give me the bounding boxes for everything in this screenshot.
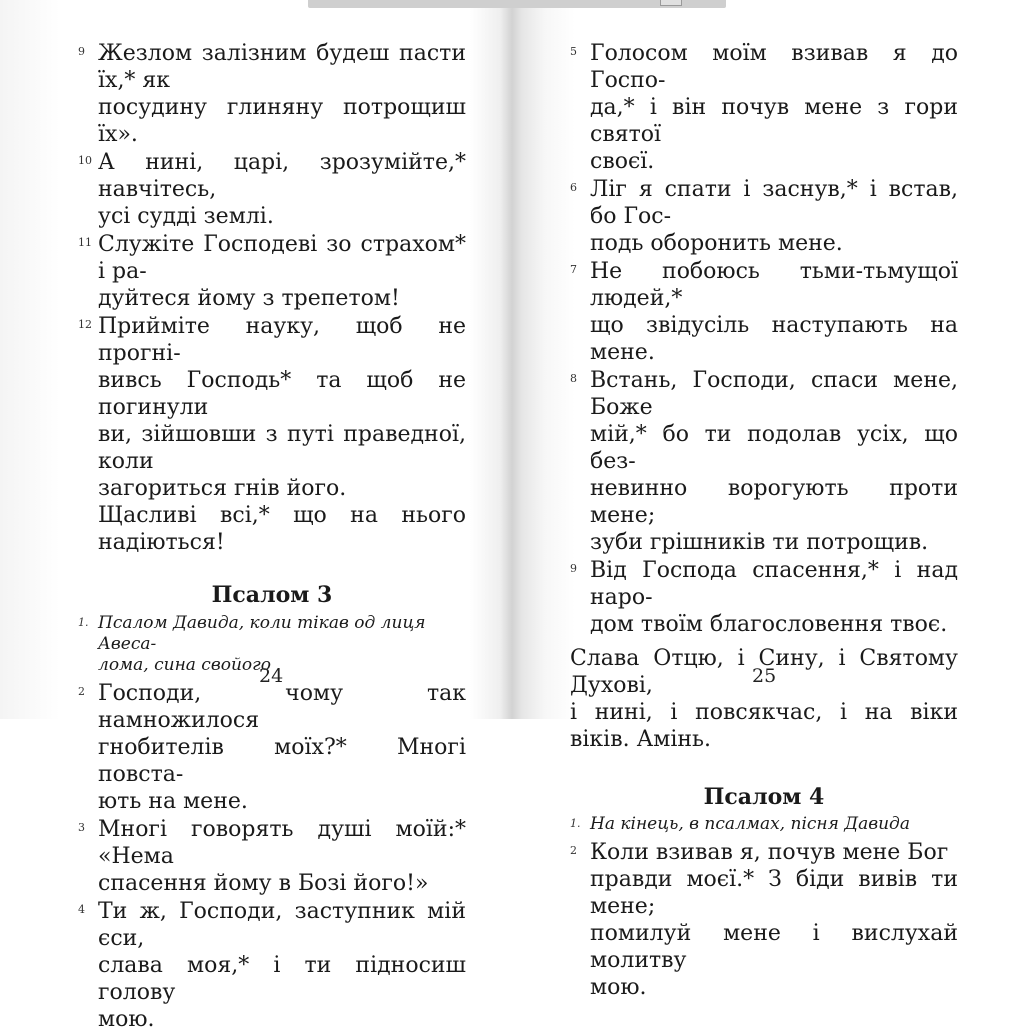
- verse: [78, 898, 466, 1033]
- verse-group-top: [570, 40, 958, 638]
- verse-line: дом твоїм благословення твоє.: [590, 612, 948, 637]
- verse: [570, 40, 958, 175]
- doxology: [570, 645, 958, 753]
- verse-number: 10: [78, 154, 92, 167]
- right-page: [570, 40, 958, 1002]
- note-line: На кінець, в псалмах, пісня Давида: [590, 814, 910, 834]
- verse-line: Служіте Господеві зо страхом* і ра-: [98, 232, 466, 284]
- verse: [78, 816, 466, 897]
- verse-line: вивсь Господь* та щоб не погинули: [98, 368, 466, 420]
- verse: [78, 149, 466, 230]
- verse-line: да,* і він почув мене з гори святої: [590, 95, 958, 147]
- bookmark-tab-icon: [660, 0, 682, 6]
- verse-line: усі судді землі.: [98, 204, 274, 229]
- verse-line: ви, зійшовши з путі праведної, коли: [98, 422, 466, 474]
- page-number-right: 25: [752, 665, 777, 687]
- verse-line: Голосом моїм взивав я до Госпо-: [590, 41, 958, 93]
- verse-line: своєї.: [590, 149, 655, 174]
- verse-line: дуйтеся йому з трепетом!: [98, 286, 400, 311]
- verse-group-bottom: [570, 839, 958, 1001]
- verse-number: 12: [78, 318, 92, 331]
- verse-line: Коли взивав я, почув мене Бог: [590, 840, 949, 865]
- verse-line: Жезлом залізним будеш пасти їх,* як: [98, 41, 466, 93]
- note-line: лома, сина свойого: [98, 655, 271, 675]
- note-line: Псалом Давида, коли тікав од лиця Авеса-: [98, 613, 426, 654]
- verse-number: 9: [570, 562, 577, 575]
- verse-group-top: [78, 40, 466, 556]
- verse-line: спасення йому в Бозі його!»: [98, 871, 429, 896]
- verse-line: правди моєї.* З біди вивів ти мене;: [590, 867, 958, 919]
- page-number-left: 24: [259, 665, 284, 687]
- verse: [78, 313, 466, 556]
- verse: [570, 367, 958, 556]
- verse-line: подь оборонить мене.: [590, 231, 843, 256]
- verse-line: зуби грішників ти потрощив.: [590, 530, 929, 555]
- verse-number: 6: [570, 181, 577, 194]
- verse: [570, 258, 958, 366]
- verse-line: Ти ж, Господи, заступник мій єси,: [98, 899, 466, 951]
- verse: [570, 557, 958, 638]
- verse-line: слава моя,* і ти підносиш голову: [98, 953, 466, 1005]
- verse-number: 2: [78, 685, 85, 698]
- note-number: 1.: [78, 616, 89, 629]
- verse-line: гнобителів моїх?* Многі повста-: [98, 735, 466, 787]
- verse-line: невинно ворогують проти мене;: [590, 476, 958, 528]
- verse-number: 4: [78, 903, 85, 916]
- scanner-edge: [308, 0, 726, 8]
- verse-number: 9: [78, 45, 85, 58]
- psalm-title: Псалом 4: [703, 784, 825, 810]
- verse-number: 3: [78, 821, 85, 834]
- verse: [570, 839, 958, 1001]
- psalm-title: Псалом 3: [211, 582, 333, 608]
- verse-line: що звідусіль наступають на мене.: [590, 313, 958, 365]
- verse-line: Не побоюсь тьми-тьмущої людей,*: [590, 259, 958, 311]
- verse: [570, 176, 958, 257]
- doxology-line: Слава Отцю, і Сину, і Святому Духові,: [570, 646, 958, 698]
- verse-line: А нині, царі, зрозумійте,* навчітесь,: [98, 150, 466, 202]
- left-page: [78, 40, 466, 1034]
- verse-number: 11: [78, 236, 92, 249]
- verse-number: 5: [570, 45, 577, 58]
- verse: [78, 40, 466, 148]
- psalm-superscription: [570, 814, 958, 835]
- verse-line: Многі говорять душі моїй:* «Нема: [98, 817, 466, 869]
- verse-line: Встань, Господи, спаси мене, Боже: [590, 368, 958, 420]
- verse-line: помилуй мене і вислухай молитву: [590, 921, 958, 973]
- verse-number: 7: [570, 263, 577, 276]
- verse-line: мою.: [590, 975, 647, 1000]
- note-number: 1.: [570, 817, 581, 830]
- verse-line: мій,* бо ти подолав усіх, що без-: [590, 422, 958, 474]
- verse-line: Ліг я спати і заснув,* і встав, бо Гос-: [590, 177, 958, 229]
- verse-group-bottom: [78, 680, 466, 1033]
- verse: [78, 231, 466, 312]
- verse-line: Господи, чому так намножилося: [98, 681, 466, 733]
- verse-number: 2: [570, 844, 577, 857]
- verse: [78, 680, 466, 815]
- verse-line: Щасливі всі,* що на нього надіються!: [98, 503, 466, 555]
- verse-line: ють на мене.: [98, 789, 248, 814]
- verse-line: посудину глиняну потрощиш їх».: [98, 95, 466, 147]
- verse-line: Від Господа спасення,* і над наро-: [590, 558, 958, 610]
- verse-line: Прийміте науку, щоб не прогні-: [98, 314, 466, 366]
- verse-number: 8: [570, 372, 577, 385]
- verse-line: загориться гнів його.: [98, 476, 347, 501]
- doxology-line: і нині, і повсякчас, і на віки віків. Амінь.: [570, 700, 958, 752]
- verse-line: мою.: [98, 1007, 155, 1032]
